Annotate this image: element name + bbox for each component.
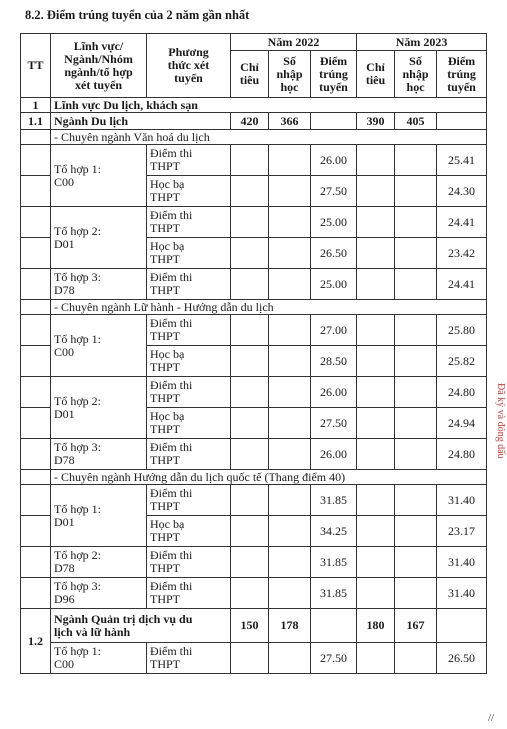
table-row xyxy=(21,113,487,130)
table-row xyxy=(21,300,487,315)
row-tt: 1.2 xyxy=(21,609,51,674)
enrolled-2023: 167 xyxy=(395,609,437,643)
score-2023: 24.94 xyxy=(437,408,487,439)
header-method: Phương thức xét tuyển xyxy=(147,34,231,98)
table-row xyxy=(21,470,487,485)
header-field: Lĩnh vực/ Ngành/Nhóm ngành/tổ hợp xét tuyển xyxy=(51,34,147,98)
score-2023: 23.17 xyxy=(437,516,487,547)
method-label: Điểm thi THPT xyxy=(147,145,231,176)
score-2023: 25.41 xyxy=(437,145,487,176)
enrolled-2022: 366 xyxy=(269,113,311,130)
combo-label: Tổ hợp 1: C00 xyxy=(51,145,147,207)
method-label: Điểm thi THPT xyxy=(147,485,231,516)
method-label: Học bạ THPT xyxy=(147,516,231,547)
header-quota-2023: Chỉ tiêu xyxy=(357,51,395,98)
table-row xyxy=(21,98,487,113)
score-2023: 24.80 xyxy=(437,377,487,408)
score-2023: 24.41 xyxy=(437,207,487,238)
header-enrolled-2022: Số nhập học xyxy=(269,51,311,98)
header-quota-2022: Chỉ tiêu xyxy=(231,51,269,98)
score-2023: 25.82 xyxy=(437,346,487,377)
score-2022: 27.50 xyxy=(311,176,357,207)
admission-scores-table xyxy=(20,33,487,674)
score-2023: 24.41 xyxy=(437,269,487,300)
score-2023: 24.80 xyxy=(437,439,487,470)
score-2023: 31.40 xyxy=(437,578,487,609)
method-label: Học bạ THPT xyxy=(147,238,231,269)
header-score-2022: Điểm trúng tuyển xyxy=(311,51,357,98)
header-year-2022: Năm 2022 xyxy=(231,34,357,51)
method-label: Điểm thi THPT xyxy=(147,439,231,470)
table-row xyxy=(21,130,487,145)
score-2022: 25.00 xyxy=(311,207,357,238)
table-row xyxy=(21,485,487,516)
table-row xyxy=(21,315,487,346)
combo-label: Tổ hợp 1: C00 xyxy=(51,315,147,377)
header-score-2023: Điểm trúng tuyển xyxy=(437,51,487,98)
specialization-label: - Chuyên ngành Lữ hành - Hướng dẫn du lịch xyxy=(51,300,487,315)
combo-label: Tổ hợp 3: D96 xyxy=(51,578,147,609)
enrolled-2022: 178 xyxy=(269,609,311,643)
score-2022: 28.50 xyxy=(311,346,357,377)
score-2022: 31.85 xyxy=(311,485,357,516)
section-field-name: Lĩnh vực Du lịch, khách sạn xyxy=(51,98,487,113)
score-2022: 27.50 xyxy=(311,643,357,674)
specialization-label: - Chuyên ngành Hướng dẫn du lịch quốc tế (Thang điểm 40) xyxy=(51,470,487,485)
combo-label: Tổ hợp 1: C00 xyxy=(51,643,147,674)
table-row xyxy=(21,643,487,674)
combo-label: Tổ hợp 3: D78 xyxy=(51,269,147,300)
method-label: Học bạ THPT xyxy=(147,176,231,207)
enrolled-2023: 405 xyxy=(395,113,437,130)
score-2022: 26.00 xyxy=(311,145,357,176)
section-title: 8.2. Điểm trúng tuyển của 2 năm gần nhất xyxy=(25,8,250,22)
method-label: Điểm thi THPT xyxy=(147,315,231,346)
score-2022: 26.00 xyxy=(311,439,357,470)
combo-label: Tổ hợp 2: D01 xyxy=(51,207,147,269)
quota-2023: 390 xyxy=(357,113,395,130)
score-2023: 24.30 xyxy=(437,176,487,207)
score-2022: 27.50 xyxy=(311,408,357,439)
major-name: Ngành Quản trị dịch vụ du lịch và lữ hành xyxy=(51,609,231,643)
method-label: Điểm thi THPT xyxy=(147,547,231,578)
table-row xyxy=(21,609,487,643)
combo-label: Tổ hợp 3: D78 xyxy=(51,439,147,470)
method-label: Học bạ THPT xyxy=(147,346,231,377)
row-tt: 1.1 xyxy=(21,113,51,130)
header-year-2023: Năm 2023 xyxy=(357,34,487,51)
score-2023: 31.40 xyxy=(437,547,487,578)
score-2022: 25.00 xyxy=(311,269,357,300)
row-tt: 1 xyxy=(21,98,51,113)
score-2022: 31.85 xyxy=(311,578,357,609)
score-2022: 31.85 xyxy=(311,547,357,578)
table-row xyxy=(21,377,487,408)
table-row xyxy=(21,439,487,470)
method-label: Điểm thi THPT xyxy=(147,269,231,300)
method-label: Điểm thi THPT xyxy=(147,377,231,408)
score-2023: 25.80 xyxy=(437,315,487,346)
table-row xyxy=(21,269,487,300)
header-tt: TT xyxy=(21,34,51,98)
table-row xyxy=(21,207,487,238)
method-label: Học bạ THPT xyxy=(147,408,231,439)
quota-2022: 420 xyxy=(231,113,269,130)
method-label: Điểm thi THPT xyxy=(147,578,231,609)
table-row xyxy=(21,547,487,578)
combo-label: Tổ hợp 2: D78 xyxy=(51,547,147,578)
score-2022: 27.00 xyxy=(311,315,357,346)
specialization-label: - Chuyên ngành Văn hoá du lịch xyxy=(51,130,487,145)
margin-handwritten-note: Đã ký và đóng dấu xyxy=(495,383,506,459)
score-2022: 26.50 xyxy=(311,238,357,269)
table-row xyxy=(21,145,487,176)
quota-2022: 150 xyxy=(231,609,269,643)
score-2023: 31.40 xyxy=(437,485,487,516)
score-2023: 26.50 xyxy=(437,643,487,674)
quota-2023: 180 xyxy=(357,609,395,643)
score-2023: 23.42 xyxy=(437,238,487,269)
table-row xyxy=(21,578,487,609)
combo-label: Tổ hợp 1: D01 xyxy=(51,485,147,547)
method-label: Điểm thi THPT xyxy=(147,643,231,674)
method-label: Điểm thi THPT xyxy=(147,207,231,238)
score-2022: 34.25 xyxy=(311,516,357,547)
score-2022: 26.00 xyxy=(311,377,357,408)
header-row-1 xyxy=(21,34,487,51)
combo-label: Tổ hợp 2: D01 xyxy=(51,377,147,439)
header-enrolled-2023: Số nhập học xyxy=(395,51,437,98)
corner-handwritten-mark: // xyxy=(488,712,495,724)
major-name: Ngành Du lịch xyxy=(51,113,231,130)
